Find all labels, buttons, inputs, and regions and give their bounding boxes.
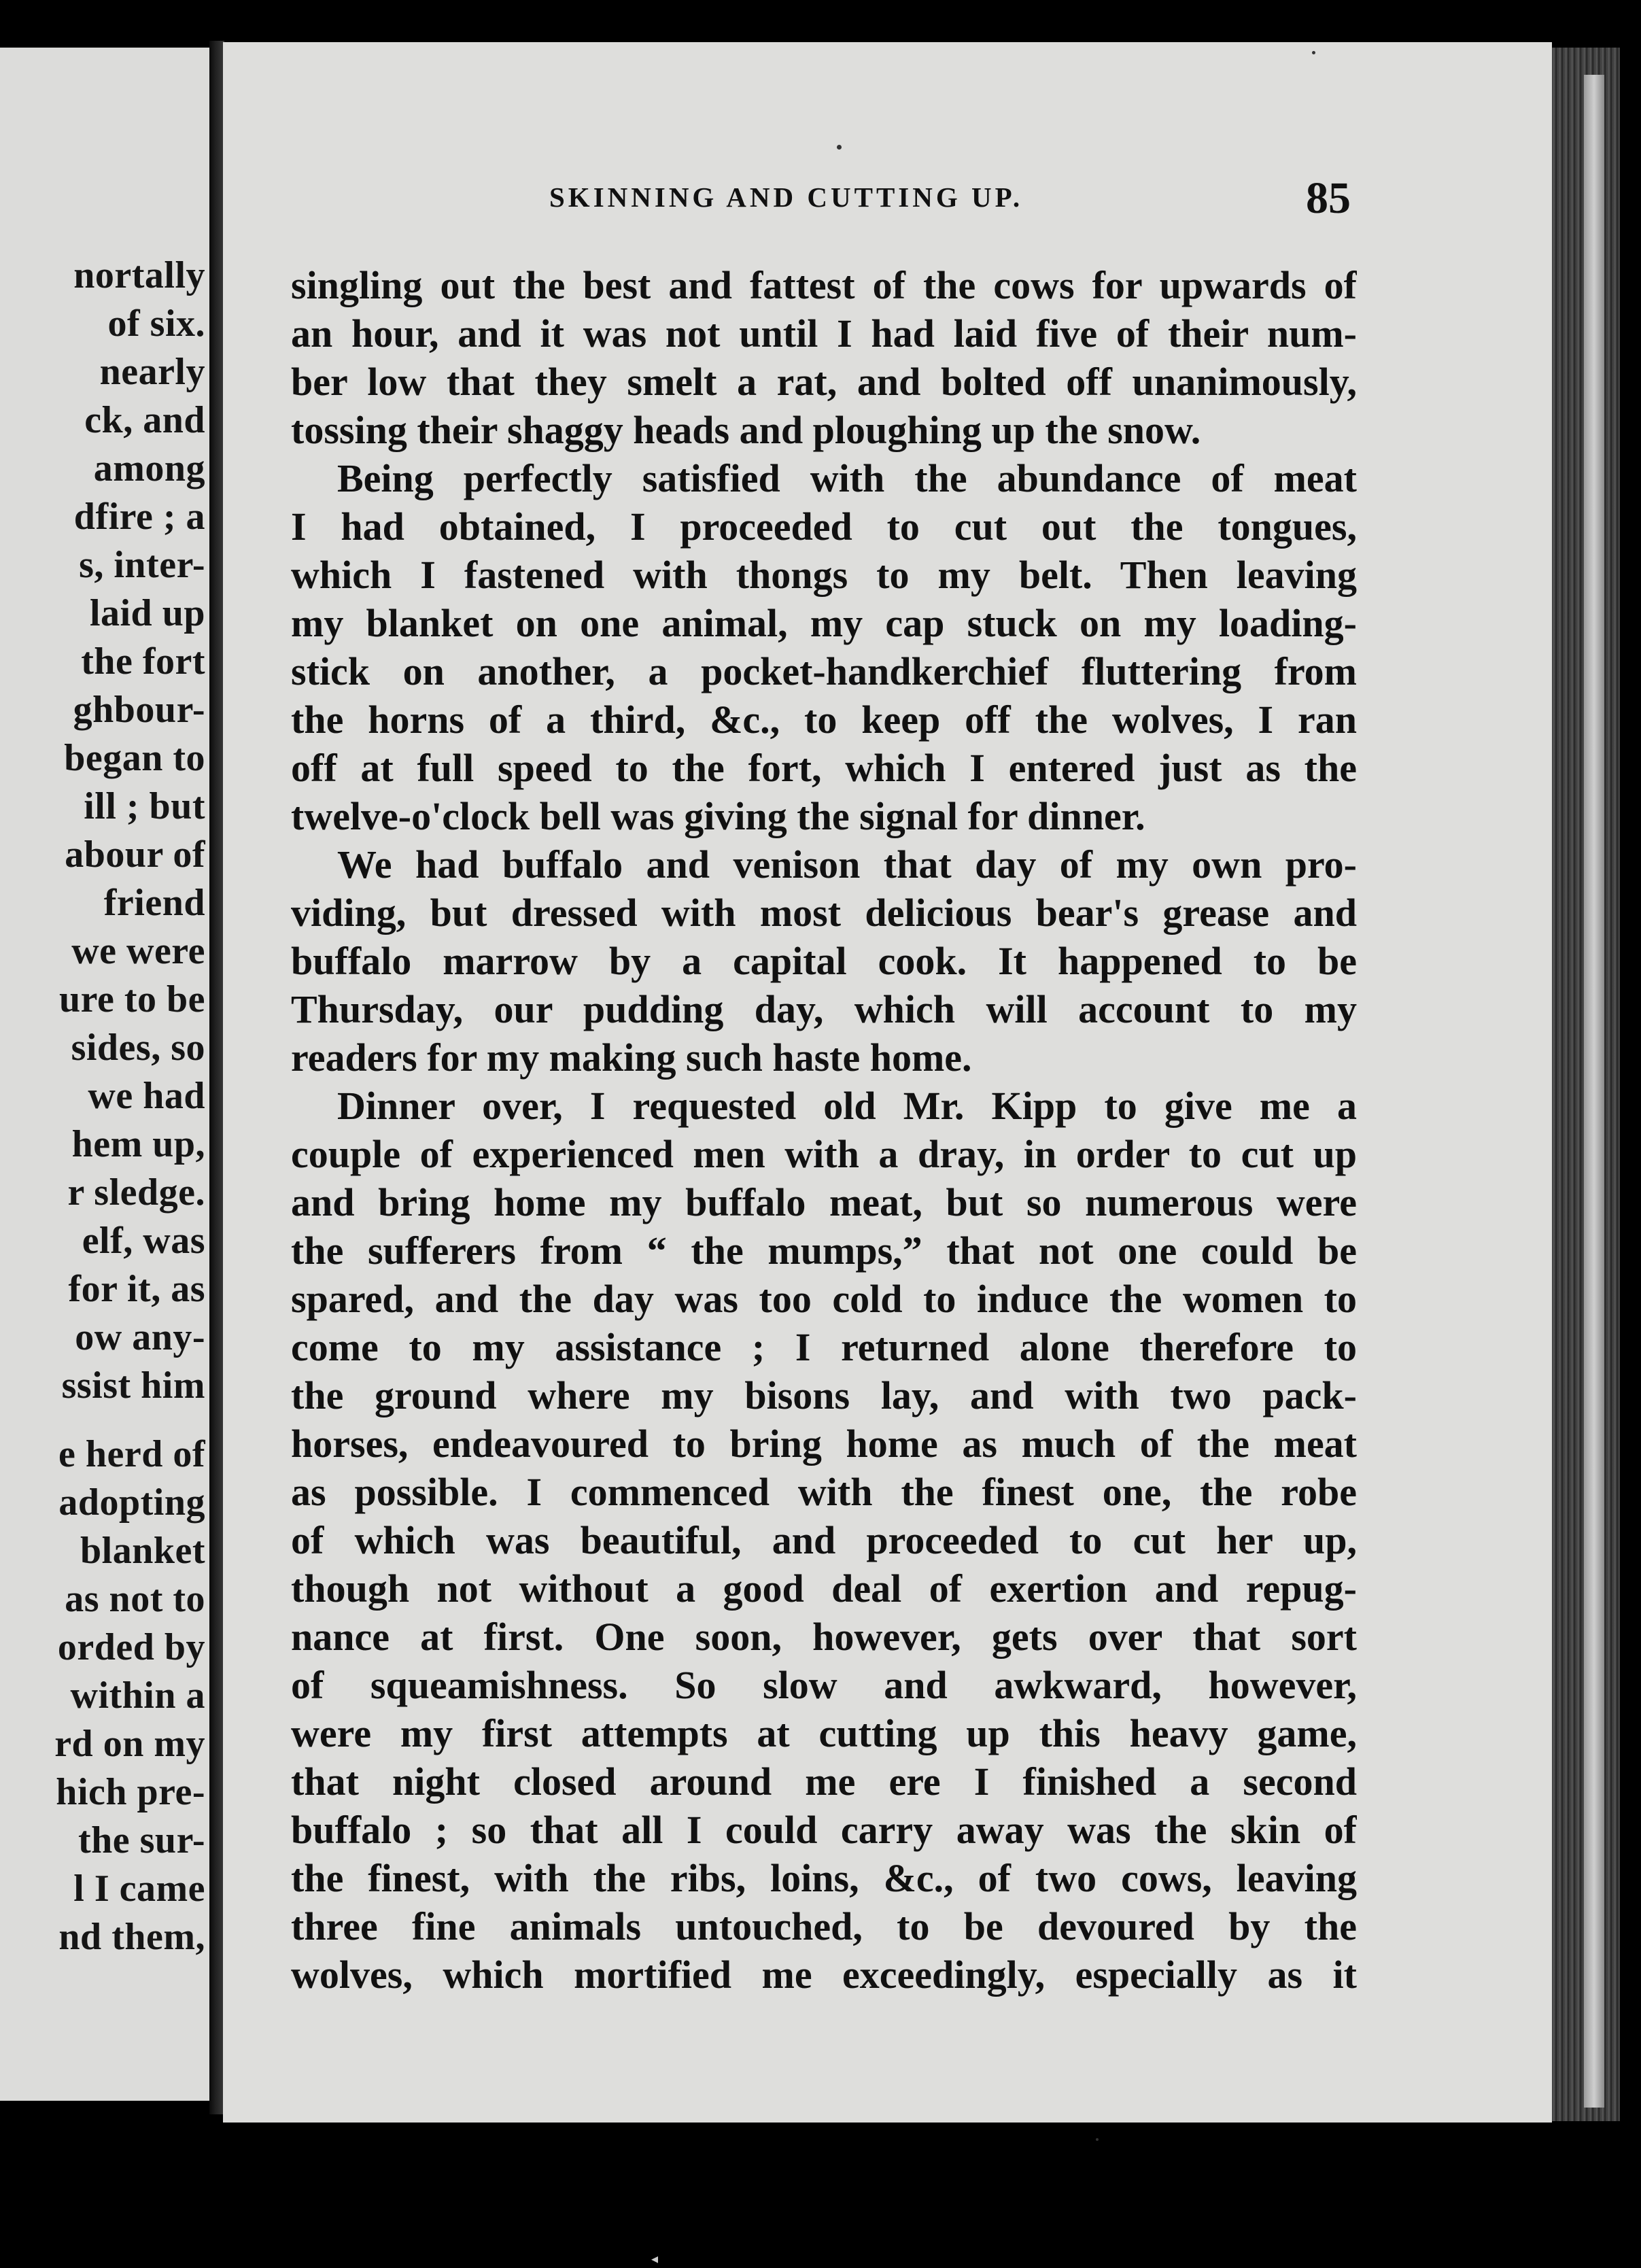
- text-line: stick on another, a pocket-handkerchief fluttering from: [291, 649, 1357, 693]
- left-page-line: l I came: [73, 1868, 205, 1910]
- left-page-line: the fort: [81, 640, 205, 683]
- scan-marker: ◂: [651, 2252, 659, 2267]
- text-line: viding, but dressed with most delicious bear's grease and: [291, 891, 1357, 935]
- text-line: three fine animals untouched, to be devoured by the: [291, 1904, 1357, 1948]
- left-page-line: sides, so: [71, 1027, 205, 1069]
- text-line: of squeamishness. So slow and awkward, however,: [291, 1663, 1357, 1707]
- left-page-line: nortally: [73, 254, 205, 296]
- text-line: which I fastened with thongs to my belt. Then leaving: [291, 553, 1357, 597]
- left-page-line: ill ; but: [84, 785, 205, 827]
- text-line: spared, and the day was too cold to induce the women to: [291, 1277, 1357, 1321]
- left-page-line: ure to be: [59, 978, 205, 1020]
- text-line: buffalo marrow by a capital cook. It happened to be: [291, 939, 1357, 983]
- left-page-line: abour of: [65, 834, 205, 876]
- text-line: though not without a good deal of exertion and repug-: [291, 1566, 1357, 1611]
- scan-speck: [1312, 51, 1315, 54]
- left-page-line: the sur-: [77, 1819, 205, 1861]
- text-line: that night closed around me ere I finished a second: [291, 1759, 1357, 1804]
- text-line: nance at first. One soon, however, gets over that sort: [291, 1615, 1357, 1659]
- text-line: We had buffalo and venison that day of my own pro-: [337, 842, 1357, 887]
- left-page-line: for it, as: [68, 1268, 205, 1310]
- text-line: the horns of a third, &c., to keep off the wolves, I ran: [291, 698, 1357, 742]
- page-gutter: [209, 41, 224, 2114]
- left-page-line: dfire ; a: [73, 496, 205, 538]
- left-page-line: rd on my: [54, 1723, 205, 1765]
- text-line: and bring home my buffalo meat, but so numerous were: [291, 1180, 1357, 1224]
- text-line: come to my assistance ; I returned alone therefore to: [291, 1325, 1357, 1369]
- text-line: the sufferers from “ the mumps,” that not one could be: [291, 1228, 1357, 1273]
- text-line: Dinner over, I requested old Mr. Kipp to give me a: [337, 1084, 1357, 1128]
- left-page-line: we were: [71, 930, 205, 972]
- text-line: horses, endeavoured to bring home as much of the meat: [291, 1422, 1357, 1466]
- text-line: as possible. I commenced with the finest one, the robe: [291, 1470, 1357, 1514]
- left-page-line: began to: [64, 737, 205, 779]
- left-page-line: ghbour-: [73, 689, 205, 731]
- text-line: Being perfectly satisfied with the abundance of meat: [337, 456, 1357, 500]
- running-head: [549, 175, 1365, 230]
- left-page-line: nd them,: [58, 1916, 205, 1958]
- left-page-line: blanket: [80, 1530, 205, 1572]
- text-line: the ground where my bisons lay, and with two pack-: [291, 1373, 1357, 1418]
- left-page-line: hem up,: [71, 1123, 205, 1165]
- left-page-line: of six.: [107, 303, 205, 345]
- scan-speck: [837, 145, 842, 150]
- scan-speck: [1096, 2138, 1099, 2141]
- running-head-title: SKINNING AND CUTTING UP.: [549, 182, 1024, 213]
- text-line: ber low that they smelt a rat, and bolted off unanimously,: [291, 360, 1357, 404]
- left-page-line: friend: [103, 882, 205, 924]
- page-number: 85: [1306, 173, 1351, 223]
- left-page-line: as not to: [65, 1578, 205, 1620]
- left-page-line: e herd of: [58, 1433, 205, 1475]
- text-line: were my first attempts at cutting up this heavy game,: [291, 1711, 1357, 1755]
- left-page-line: s, inter-: [79, 544, 205, 586]
- left-page-line: among: [93, 447, 205, 489]
- text-line: Thursday, our pudding day, which will account to my: [291, 987, 1357, 1031]
- left-page-line: hich pre-: [56, 1771, 205, 1813]
- text-line: singling out the best and fattest of the cows for upwards of: [291, 263, 1357, 307]
- text-line: couple of experienced men with a dray, in order to cut up: [291, 1132, 1357, 1176]
- left-page-fragment: [0, 48, 209, 2101]
- left-page-line: within a: [70, 1674, 205, 1717]
- text-line: an hour, and it was not until I had laid five of their num-: [291, 311, 1357, 356]
- text-line: I had obtained, I proceeded to cut out the tongues,: [291, 504, 1357, 549]
- body-text: [291, 261, 1357, 1999]
- text-line: tossing their shaggy heads and ploughing up the snow.: [291, 408, 1201, 452]
- left-page-line: we had: [88, 1075, 205, 1117]
- text-line: readers for my making such haste home.: [291, 1035, 972, 1080]
- left-page-line: r sledge.: [67, 1171, 205, 1214]
- left-page-line: ow any-: [75, 1316, 205, 1358]
- page-edge-highlight: [1584, 75, 1604, 2108]
- text-line: wolves, which mortified me exceedingly, especially as it: [291, 1953, 1357, 1997]
- left-page-line: elf, was: [82, 1220, 205, 1262]
- left-page-line: nearly: [99, 351, 205, 393]
- text-line: twelve-o'clock bell was giving the signal for dinner.: [291, 794, 1145, 838]
- left-page-line: ck, and: [84, 399, 205, 441]
- text-line: off at full speed to the fort, which I entered just as the: [291, 746, 1357, 790]
- text-line: the finest, with the ribs, loins, &c., of two cows, leaving: [291, 1856, 1357, 1900]
- left-page-line: laid up: [89, 592, 205, 634]
- left-page-line: orded by: [57, 1626, 205, 1668]
- left-page-line: ssist him: [61, 1364, 205, 1407]
- text-line: my blanket on one animal, my cap stuck on my loading-: [291, 601, 1357, 645]
- text-line: of which was beautiful, and proceeded to cut her up,: [291, 1518, 1357, 1562]
- left-page-line: adopting: [58, 1481, 205, 1524]
- text-line: buffalo ; so that all I could carry away was the skin of: [291, 1808, 1357, 1852]
- left-page-text: [54, 252, 205, 1961]
